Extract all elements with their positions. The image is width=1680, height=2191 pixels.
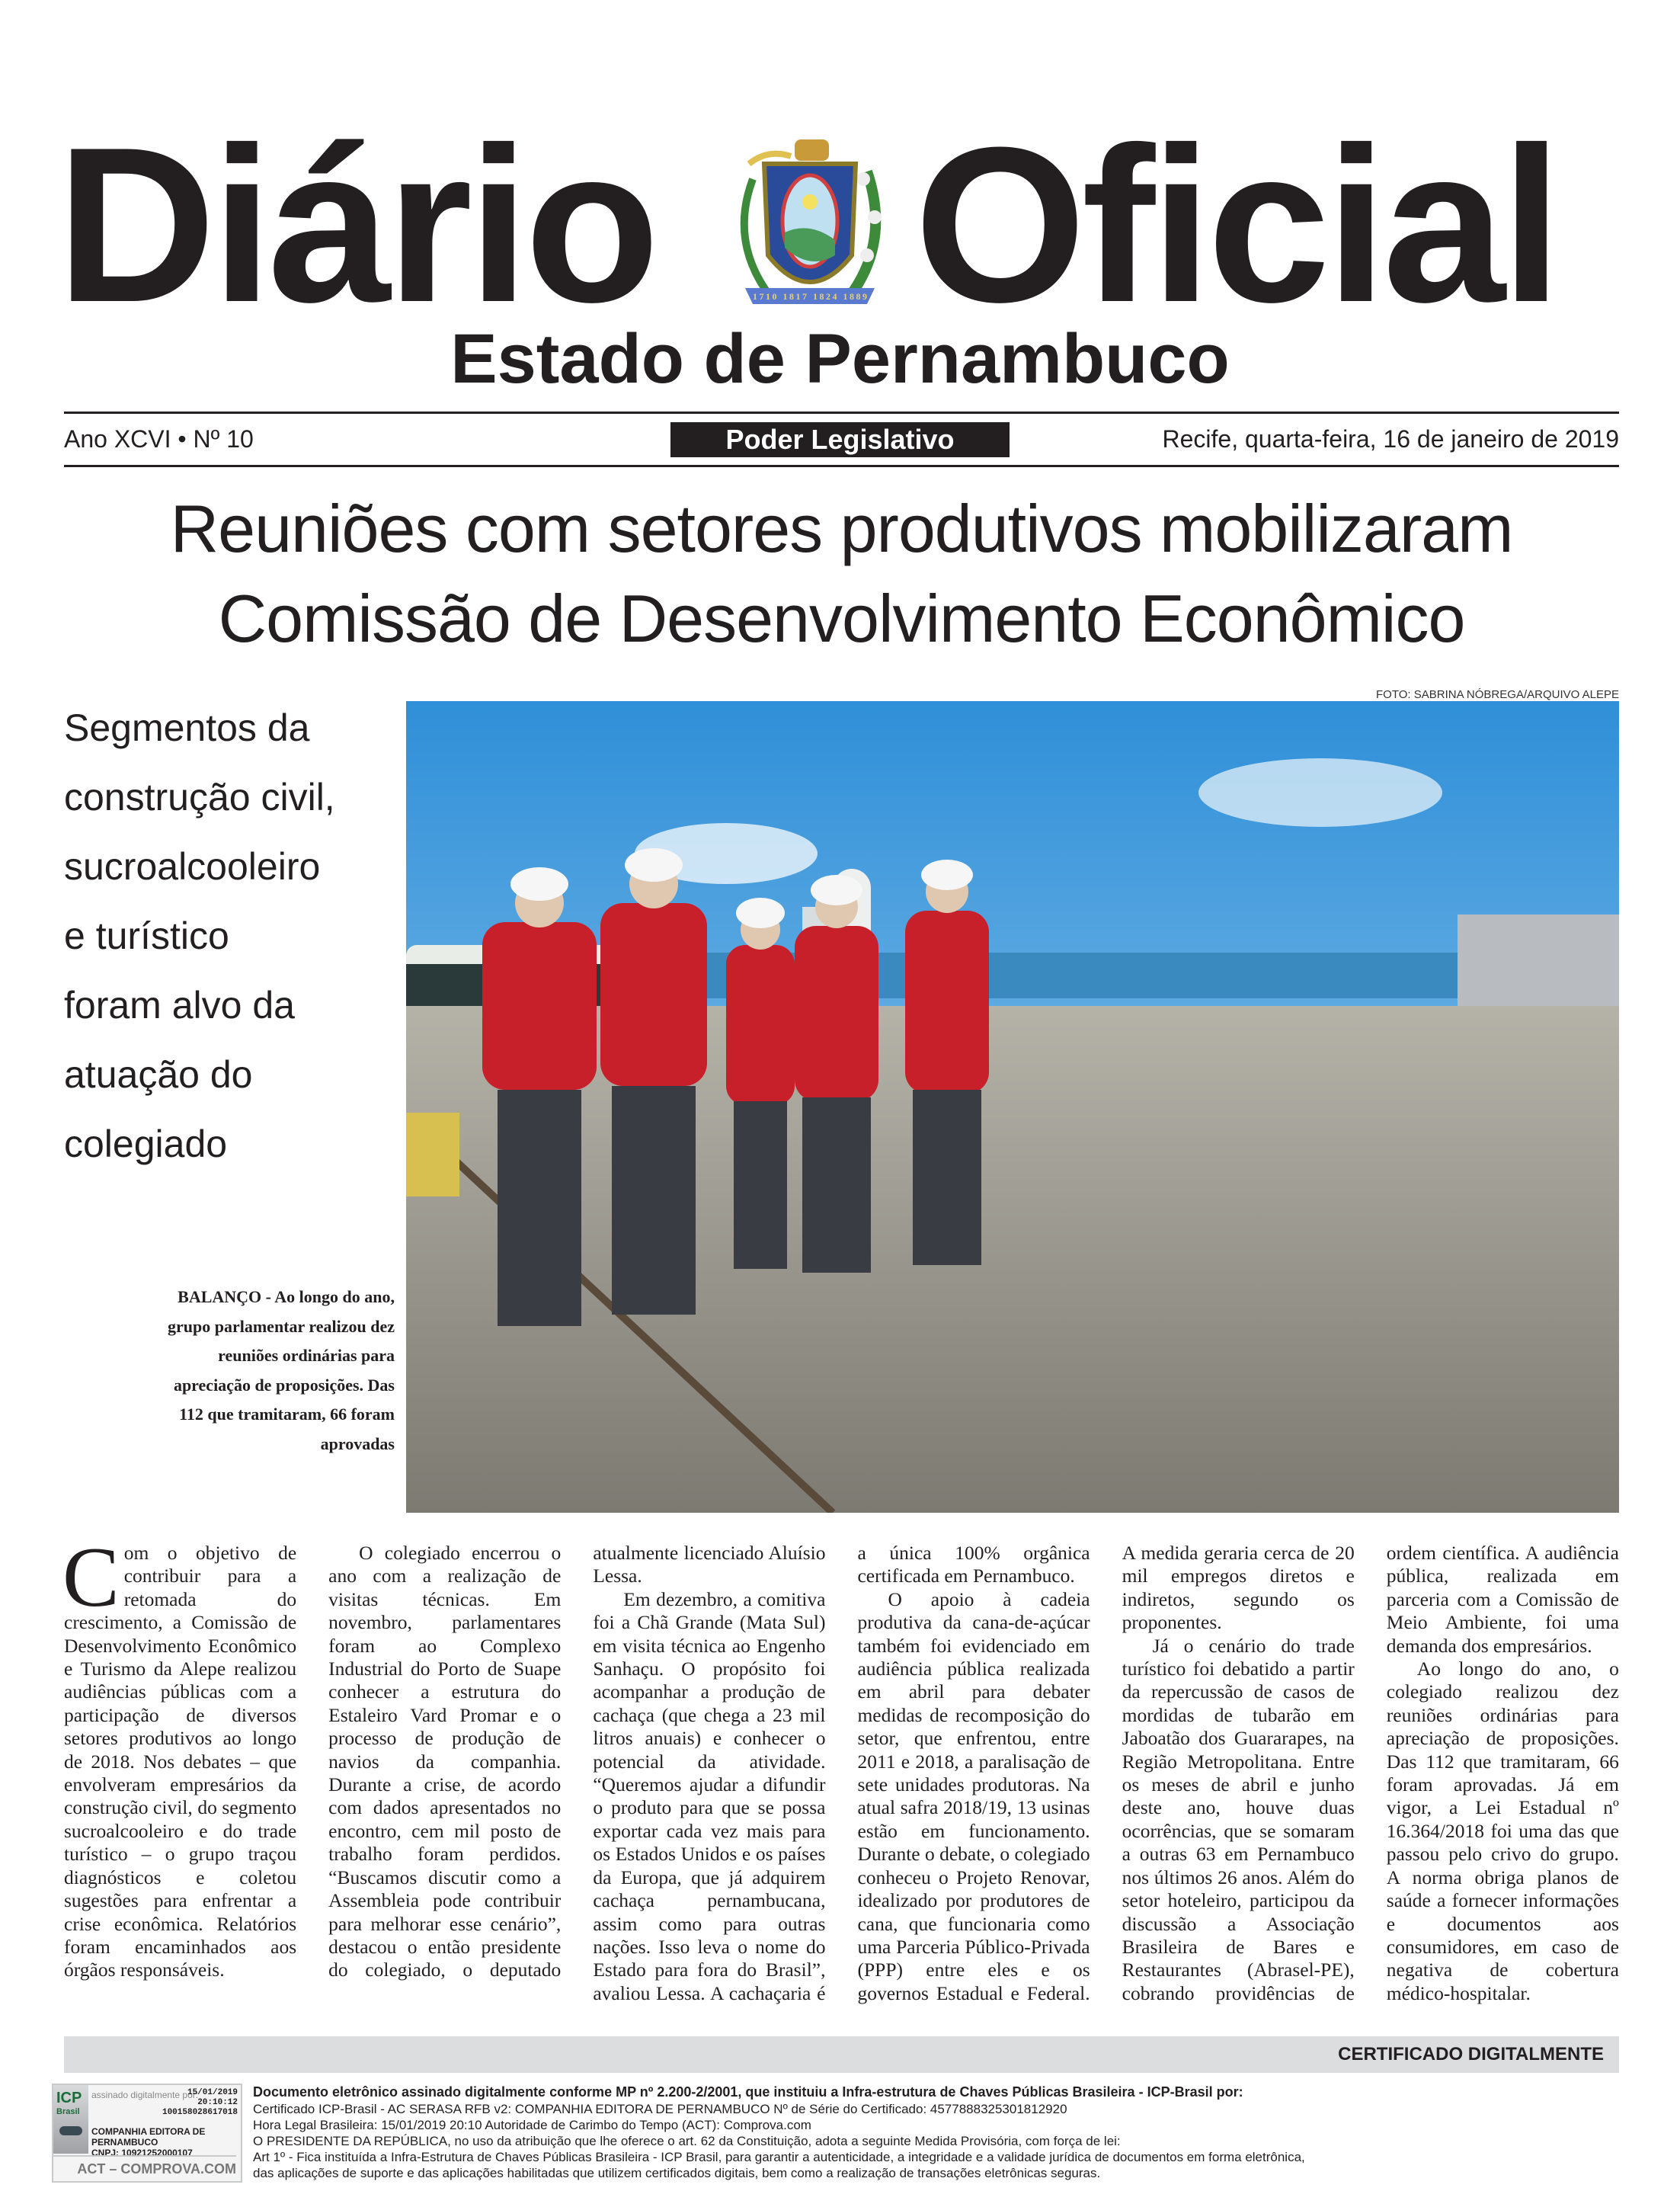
- pernambuco-coat-of-arms-icon: [722, 133, 898, 316]
- certificate-bar: [64, 2036, 1619, 2073]
- photo-caption: [152, 1283, 395, 1459]
- act-label: ACT – COMPROVA.COM: [53, 2155, 236, 2177]
- certificate-text: [253, 2084, 1624, 2181]
- deck-line: sucroalcooleiro: [64, 845, 321, 888]
- signed-by-label: assinado digitalmente por:: [91, 2090, 199, 2100]
- divider: [64, 412, 1619, 414]
- cert-line: das aplicações de suporte e das aplicações habilitadas que utilizem certificados digitais, bem como a realização de transações eletrônicas seguras.: [253, 2166, 1101, 2180]
- masthead-subtitle: Estado de Pernambuco: [450, 320, 1230, 398]
- photo-credit: FOTO: SABRINA NÓBREGA/ARQUIVO ALEPE: [1376, 688, 1619, 701]
- article-body: [62, 1530, 1619, 2014]
- signature-datetime: 15/01/2019 20:10:12 100158028617018: [162, 2088, 238, 2117]
- crest-years: 1710 1817 1824 1889: [753, 291, 867, 302]
- headline-line-1: Reuniões com setores produtivos mobilizaram: [170, 491, 1513, 566]
- deck-line: foram alvo da: [64, 984, 295, 1027]
- headline-line-2: Comissão de Desenvolvimento Econômico: [218, 581, 1465, 656]
- signer-company: COMPANHIA EDITORA DE PERNAMBUCO CNPJ: 10921252000107: [91, 2126, 206, 2158]
- cert-line: Certificado ICP-Brasil - AC SERASA RFB v2: COMPANHIA EDITORA DE PERNAMBUCO Nº de Série do Certificado: 4577888325301812920: [253, 2102, 1067, 2116]
- drop-cap: C: [62, 1530, 120, 1625]
- key-icon: [59, 2126, 82, 2135]
- paragraph: Com o objetivo de contribuir para a retomada do crescimento, a Comissão de Desenvolvimento Econômico e Turismo da Alepe realizou audiências públicas com a participação de diversos setores produtivos ao longo de 2018. Nos debates – que envolveram empresários da construção civil, do segmento sucroalcooleiro e do trade turístico – o grupo traçou diagnósticos e coletou sugestões para enfrentar a crise econômica. Relatórios foram encaminhados aos órgãos responsáveis.: [62, 1530, 297, 1981]
- deck-line: atuação do: [64, 1053, 253, 1096]
- paragraph: Já o cenário do trade turístico foi debatido a partir da repercussão de casos de mordidas de tubarão em Jaboatão dos Guararapes, na Região Metropolitana. Entre os meses de abril e junho deste ano, houve duas ocorrências, que se somaram a outras 63 em Pernambuco nos últimos 26 anos. Além do setor hoteleiro, participou da discussão a Associação Brasileira de Bares e Restaurantes (Abrasel-PE), cobrando providências de ordem científica. A audiência pública, realizada em parceria com a Comissão de Meio Ambiente, foi uma demanda dos empresários.: [1122, 1542, 1619, 2004]
- deck-line: colegiado: [64, 1123, 228, 1165]
- divider: [64, 465, 1619, 467]
- masthead-diario: Diário: [56, 101, 655, 348]
- cert-line: Documento eletrônico assinado digitalmente conforme MP nº 2.200-2/2001, que instituiu a Infra-estrutura de Chaves Públicas Brasileira - ICP-Brasil por:: [253, 2084, 1243, 2100]
- paragraph: O colegiado encerrou o ano com a realização de visitas técnicas. Em novembro, parlamentares foram ao Complexo Industrial do Porto de Suape conhecer a estrutura do Estaleiro Vard Promar e o processo de produção de navios da companhia. Durante a crise, de acordo com dados apresentados no encontro, cem mil posto de trabalho foram perdidos. “Buscamos discutir como a Assembleia pode contribuir para melhorar esse cenário”, destacou o então presidente do colegiado, o deputado atualmente licenciado Aluísio Lessa.: [328, 1542, 826, 1981]
- cert-line: Art 1º - Fica instituída a Infra-Estrutura de Chaves Públicas Brasileira - ICP Brasil, para garantir a autenticidade, a integridade e a validade jurídica de documentos em forma eletrônica,: [253, 2150, 1305, 2164]
- deck-subheadline: [64, 693, 392, 1179]
- deck-line: construção civil,: [64, 776, 335, 818]
- section-label: Poder Legislativo: [670, 422, 1010, 457]
- masthead-oficial: Oficial: [914, 101, 1558, 348]
- dateline: Recife, quarta-feira, 16 de janeiro de 2019: [1162, 425, 1619, 453]
- cert-line: Hora Legal Brasileira: 15/01/2019 20:10 Autoridade de Carimbo do Tempo (ACT): Comprova.com: [253, 2118, 811, 2132]
- deck-line: Segmentos da: [64, 706, 310, 749]
- digital-signature-stamp: [52, 2084, 242, 2183]
- paragraph: O apoio à cadeia produtiva da cana-de-açúcar também foi evidenciado em audiência pública realizada em abril para debater medidas de recomposição do setor, que enfrentou, entre 2011 e 2018, a paralisação de sete unidades produtoras. Na atual safra 2018/19, 13 usinas estão em funcionamento. Durante o debate, o colegiado conheceu o Projeto Renovar, idealizado por produtores de cana, que funcionaria como uma Parceria Público-Privada (PPP) entre eles e os governos Estadual e Federal. A medida geraria cerca de 20 mil empregos diretos e indiretos, segundo os proponentes.: [857, 1542, 1355, 2004]
- icp-logo-text: ICP Brasil: [56, 2090, 82, 2116]
- caption-lead: BALANÇO -: [178, 1287, 275, 1306]
- paragraph: Ao longo do ano, o colegiado realizou dez reuniões ordinárias para apreciação de proposições. Das 112 que tramitaram, 66 foram aprovadas. Já em vigor, a Lei Estadual nº 16.364/2018 foi uma das que passou pelo crivo do grupo. A norma obriga planos de saúde a fornecer informações e documentos aos consumidores, em caso de negativa de cobertura médico-hospitalar.: [1386, 1658, 1619, 2004]
- caption-text: Ao longo do ano, grupo parlamentar realizou dez reuniões ordinárias para apreciação de proposições. Das 112 que tramitaram, 66 foram aprovadas: [168, 1287, 395, 1453]
- certificate-label: CERTIFICADO DIGITALMENTE: [1338, 2044, 1604, 2064]
- cert-line: O PRESIDENTE DA REPÚBLICA, no uso da atribuição que lhe oferece o art. 62 da Constituição, adota a seguinte Medida Provisória, com força de lei:: [253, 2134, 1121, 2148]
- deck-line: e turístico: [64, 915, 229, 957]
- paragraph: Em dezembro, a comitiva foi a Chã Grande (Mata Sul) em visita técnica ao Engenho Sanhaçu. O propósito foi acompanhar a produção de cachaça (que chega a 23 mil litros anuais) e conhecer o potencial da atividade. “Queremos ajudar a difundir o produto para que se possa exportar cada vez mais para os Estados Unidos e os países da Europa, que já adquirem cachaça pernambucana, assim como para outras nações. Isso leva o nome do Estado para fora do Brasil”, avaliou Lessa. A cachaçaria é a única 100% orgânica certificada em Pernambuco.: [593, 1542, 1090, 2004]
- edition-number: Ano XCVI • Nº 10: [64, 425, 254, 453]
- article-photo: [406, 701, 1619, 1513]
